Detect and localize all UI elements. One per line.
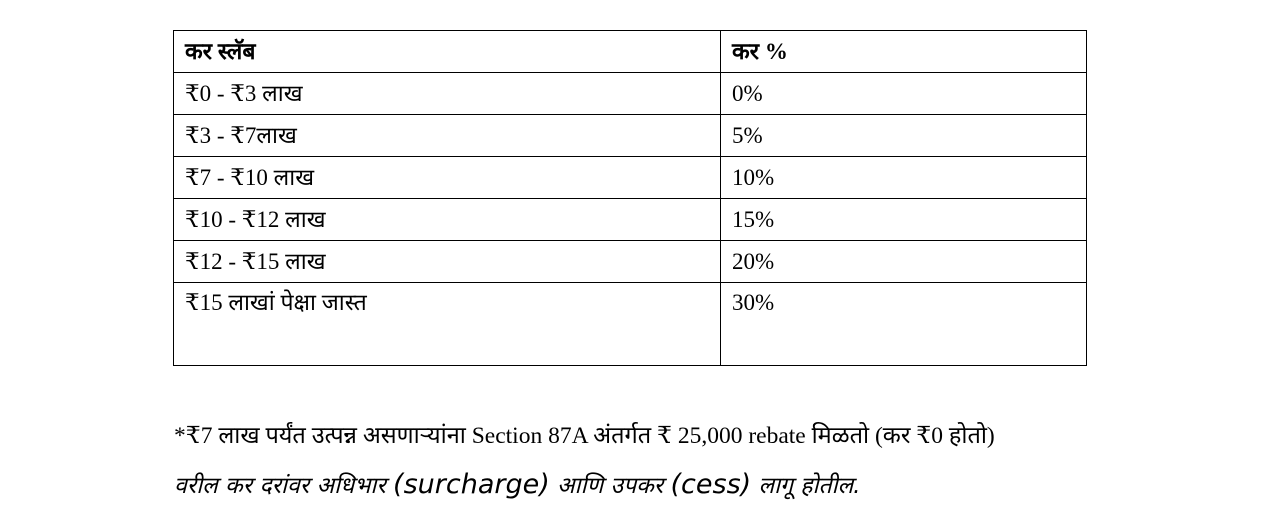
table-row: [174, 157, 1087, 199]
header-slab: कर स्लॅब: [174, 31, 721, 73]
note-text-3: लागू होतील.: [751, 473, 861, 499]
rate-cell: 0%: [721, 73, 1087, 115]
slab-cell: ₹15 लाखां पेक्षा जास्त: [174, 283, 721, 366]
rate-cell: 10%: [721, 157, 1087, 199]
note-cess: (cess): [670, 469, 752, 500]
header-rate: कर %: [721, 31, 1087, 73]
table-row: [174, 283, 1087, 366]
table-row: [174, 115, 1087, 157]
rate-cell: 5%: [721, 115, 1087, 157]
tax-slab-table: [173, 30, 1087, 366]
slab-cell: ₹10 - ₹12 लाख: [174, 199, 721, 241]
table-row: [174, 199, 1087, 241]
rebate-footnote: *₹7 लाख पर्यंत उत्पन्न असणाऱ्यांना Section 87A अंतर्गत ₹ 25,000 rebate मिळतो (कर ₹0 होतो): [174, 423, 995, 449]
table-row: [174, 73, 1087, 115]
table-row: [174, 241, 1087, 283]
note-text-1: वरील कर दरांवर अधिभार: [174, 473, 394, 499]
note-text-2: आणि उपकर: [549, 473, 671, 499]
rate-cell: 30%: [721, 283, 1087, 366]
slab-cell: ₹0 - ₹3 लाख: [174, 73, 721, 115]
rate-cell: 15%: [721, 199, 1087, 241]
slab-cell: ₹7 - ₹10 लाख: [174, 157, 721, 199]
slab-cell: ₹12 - ₹15 लाख: [174, 241, 721, 283]
rate-cell: 20%: [721, 241, 1087, 283]
note-surcharge: (surcharge): [393, 469, 550, 500]
surcharge-cess-note: [174, 468, 860, 500]
slab-cell: ₹3 - ₹7लाख: [174, 115, 721, 157]
table-header-row: [174, 31, 1087, 73]
